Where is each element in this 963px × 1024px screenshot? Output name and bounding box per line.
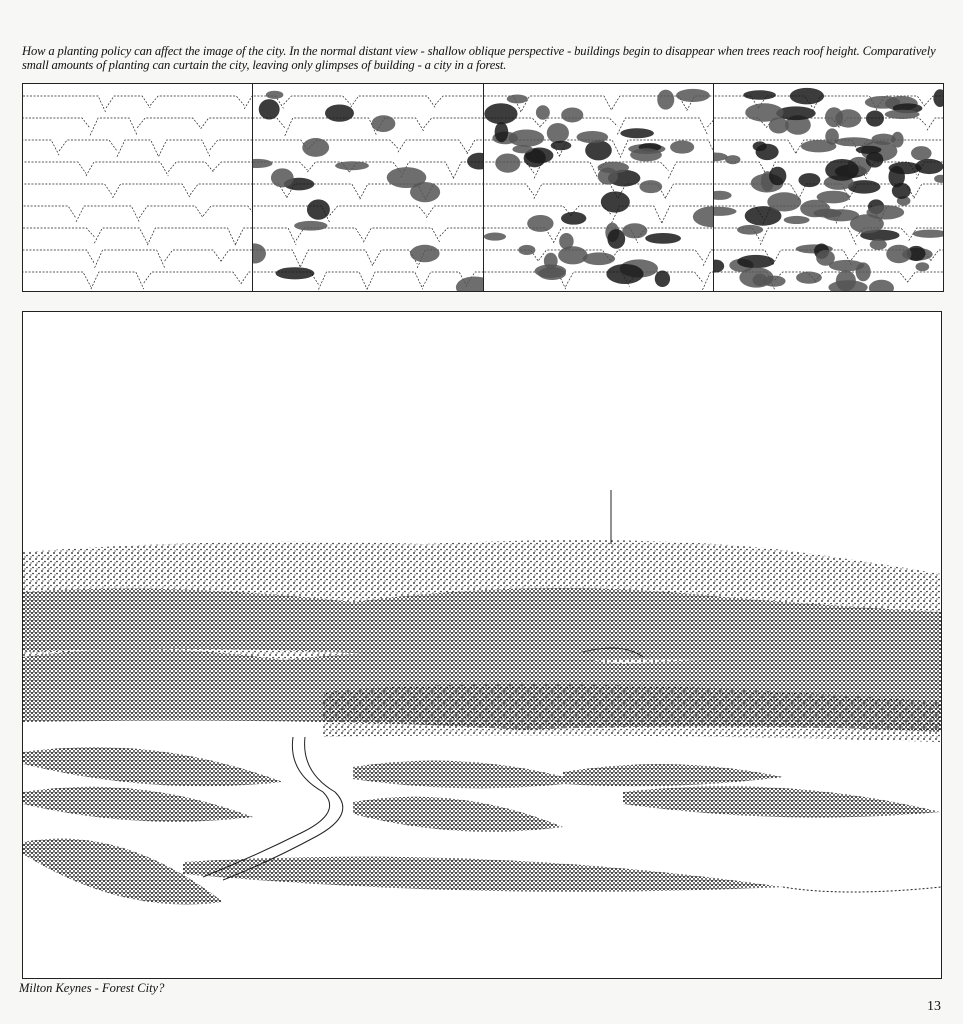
tree-clump: [303, 138, 330, 157]
tree-clump: [743, 90, 776, 100]
roof-outline: [907, 272, 943, 282]
tree-clump: [585, 140, 612, 160]
roof-outline: [665, 184, 713, 198]
roof-outline: [760, 228, 856, 245]
tree-clump: [467, 153, 482, 170]
tree-clump: [835, 109, 861, 127]
roof-outline: [534, 162, 598, 178]
roof-outline: [201, 118, 253, 129]
roof-outline: [95, 250, 165, 268]
tree-clump: [276, 267, 315, 279]
tree-clump: [725, 155, 740, 164]
tree-clump: [790, 88, 824, 105]
tree-clump: [752, 141, 766, 151]
planting-panel-2: [253, 84, 483, 291]
roof-outline: [367, 272, 423, 289]
tree-clump: [816, 250, 835, 266]
panel-drawing: [253, 84, 482, 291]
hedgerow-clump: [353, 797, 563, 832]
roof-outline: [221, 250, 252, 261]
intro-paragraph: How a planting policy can affect the image of the city. In the normal distant view - shallow oblique perspective - buildings begin to disappear when trees reach roof height. Comparatively small amounts of planting can curtain the city, leaving only glimpses of building - a city in a forest.: [22, 43, 936, 72]
roof-outline: [914, 184, 943, 198]
roof-outline: [213, 162, 252, 170]
hedgerow-clump: [623, 786, 941, 817]
tree-clump: [933, 89, 943, 107]
landscape-drawing: [23, 312, 941, 978]
tree-clump: [892, 183, 911, 199]
roof-outline: [351, 96, 435, 107]
roof-outline: [117, 140, 159, 157]
tree-clump: [850, 214, 884, 233]
roof-outline: [244, 96, 252, 109]
roof-outline: [139, 206, 203, 218]
roof-outline: [927, 118, 943, 130]
tree-clump: [737, 225, 763, 235]
tree-clump: [600, 191, 629, 212]
roof-outline: [91, 272, 144, 289]
roof-outline: [144, 272, 241, 283]
hedgerow-clump: [183, 857, 783, 892]
roof-outline: [150, 96, 244, 105]
hedgerow-clump: [353, 761, 583, 789]
tree-clump: [335, 161, 369, 170]
tree-clump: [714, 260, 724, 273]
roof-outline: [165, 250, 221, 261]
roof-outline: [668, 162, 713, 178]
roof-outline: [284, 96, 351, 104]
roof-outline: [930, 250, 943, 261]
roof-outline: [23, 228, 94, 237]
tree-clump: [783, 216, 809, 224]
tree-clump: [253, 159, 272, 168]
roof-outline: [440, 228, 483, 236]
tree-clump: [886, 245, 911, 264]
footpath: [783, 887, 941, 892]
tree-clump: [934, 175, 943, 183]
tree-clump: [561, 107, 583, 122]
tree-clump: [645, 233, 681, 244]
tree-clump: [836, 270, 856, 291]
tree-clump: [495, 153, 520, 172]
panel-drawing: [714, 84, 943, 291]
hedgerow-clump: [563, 764, 783, 786]
tree-clump: [767, 192, 801, 211]
roof-outline: [427, 206, 483, 218]
roof-outline: [301, 250, 374, 267]
tree-clump: [535, 105, 549, 119]
tree-clump: [576, 131, 608, 143]
tree-clump: [550, 141, 571, 151]
planting-panel-4: [714, 84, 943, 291]
roof-outline: [23, 250, 95, 264]
roof-outline: [137, 118, 201, 128]
tree-clump: [769, 167, 786, 186]
tree-clump: [484, 233, 506, 241]
roof-outline: [23, 272, 91, 287]
roof-outline: [285, 118, 377, 136]
roof-outline: [236, 228, 253, 244]
planting-panel-3: [484, 84, 714, 291]
tree-clump: [714, 191, 732, 200]
tree-clump: [456, 276, 482, 291]
roof-outline: [467, 140, 482, 154]
tree-clump: [834, 137, 873, 146]
tree-clump: [675, 89, 709, 102]
tree-clump: [294, 221, 327, 231]
tree-clump: [798, 173, 820, 187]
tree-clump: [654, 271, 669, 287]
tree-clump: [912, 230, 943, 238]
roof-outline: [168, 162, 213, 172]
forest-city-landscape-illustration: [22, 311, 942, 979]
roof-outline: [76, 206, 139, 222]
roof-outline: [241, 272, 252, 284]
page-number: 13: [927, 999, 941, 1014]
tree-clump: [253, 243, 266, 263]
hedgerow-clump: [23, 747, 283, 786]
tree-clump: [372, 115, 396, 132]
tree-clump: [825, 159, 859, 181]
tree-clump: [911, 146, 932, 160]
tree-clump: [597, 168, 617, 185]
roof-outline: [484, 206, 571, 216]
roof-outline: [435, 96, 482, 105]
tree-clump: [607, 229, 625, 249]
planting-panel-1: [23, 84, 253, 291]
tree-clump: [620, 128, 654, 138]
tree-clump: [630, 148, 662, 161]
roof-outline: [611, 96, 686, 109]
tree-clump: [561, 212, 586, 225]
tree-clump: [325, 104, 354, 121]
tree-clump: [866, 152, 883, 168]
roof-outline: [714, 162, 767, 177]
tree-clump: [769, 118, 789, 134]
tree-clump: [518, 245, 535, 255]
roof-outline: [364, 228, 440, 242]
roof-outline: [23, 96, 106, 113]
panel-drawing: [23, 84, 252, 291]
roof-outline: [210, 140, 252, 150]
roof-outline: [707, 118, 713, 127]
tree-clump: [271, 168, 294, 187]
hedgerow-clump: [23, 787, 253, 822]
roof-outline: [190, 184, 252, 195]
tree-clump: [866, 110, 884, 126]
tree-clump: [307, 199, 330, 219]
tree-clump: [410, 182, 440, 202]
tree-clump: [639, 180, 662, 193]
tree-clump: [871, 134, 895, 145]
roof-outline: [23, 140, 59, 155]
figure-caption: Milton Keynes - Forest City?: [19, 981, 165, 995]
tree-clump: [829, 260, 864, 271]
roof-outline: [23, 206, 76, 218]
tree-clump: [259, 99, 280, 119]
roof-outline: [702, 272, 713, 290]
tree-clump: [714, 207, 737, 216]
roof-outline: [23, 118, 90, 128]
tree-clump: [692, 206, 712, 227]
tree-clump: [869, 280, 894, 291]
tree-clump: [494, 122, 508, 142]
tree-clump: [558, 246, 587, 264]
roof-outline: [484, 184, 534, 195]
tree-clump: [508, 129, 544, 146]
tree-clump: [606, 264, 643, 284]
tree-clump: [484, 103, 517, 124]
roof-outline: [90, 118, 137, 135]
tree-clump: [869, 239, 886, 250]
roof-outline: [23, 184, 113, 196]
roof-outline: [147, 228, 235, 245]
tree-clump: [915, 262, 929, 271]
roof-outline: [330, 206, 427, 215]
roof-outline: [253, 228, 296, 245]
tree-clump: [796, 271, 822, 283]
roof-outline: [23, 162, 86, 174]
panel-drawing: [484, 84, 713, 291]
roof-outline: [106, 96, 150, 108]
tree-clump: [266, 91, 283, 99]
tree-clump: [737, 255, 774, 268]
planting-sequence-strip: [22, 83, 944, 292]
tree-clump: [622, 223, 647, 238]
roof-outline: [253, 140, 309, 151]
tree-clump: [888, 162, 921, 174]
roof-outline: [159, 140, 210, 156]
roof-outline: [59, 140, 117, 151]
roof-outline: [703, 250, 713, 266]
roof-outline: [319, 272, 368, 289]
roof-outline: [203, 206, 252, 216]
roof-outline: [94, 228, 147, 243]
roof-outline: [424, 118, 483, 128]
tree-clump: [657, 90, 674, 110]
tree-clump: [670, 140, 694, 153]
tree-clump: [506, 94, 527, 103]
tree-clump: [546, 123, 568, 143]
roof-outline: [398, 140, 467, 152]
roof-outline: [610, 250, 703, 261]
tree-clump: [534, 264, 566, 277]
tree-clump: [800, 200, 830, 217]
tree-clump: [527, 215, 553, 232]
tree-clump: [763, 276, 786, 287]
tree-clump: [884, 110, 919, 119]
tree-clump: [410, 245, 439, 262]
roof-outline: [113, 184, 191, 198]
roof-outline: [86, 162, 168, 176]
